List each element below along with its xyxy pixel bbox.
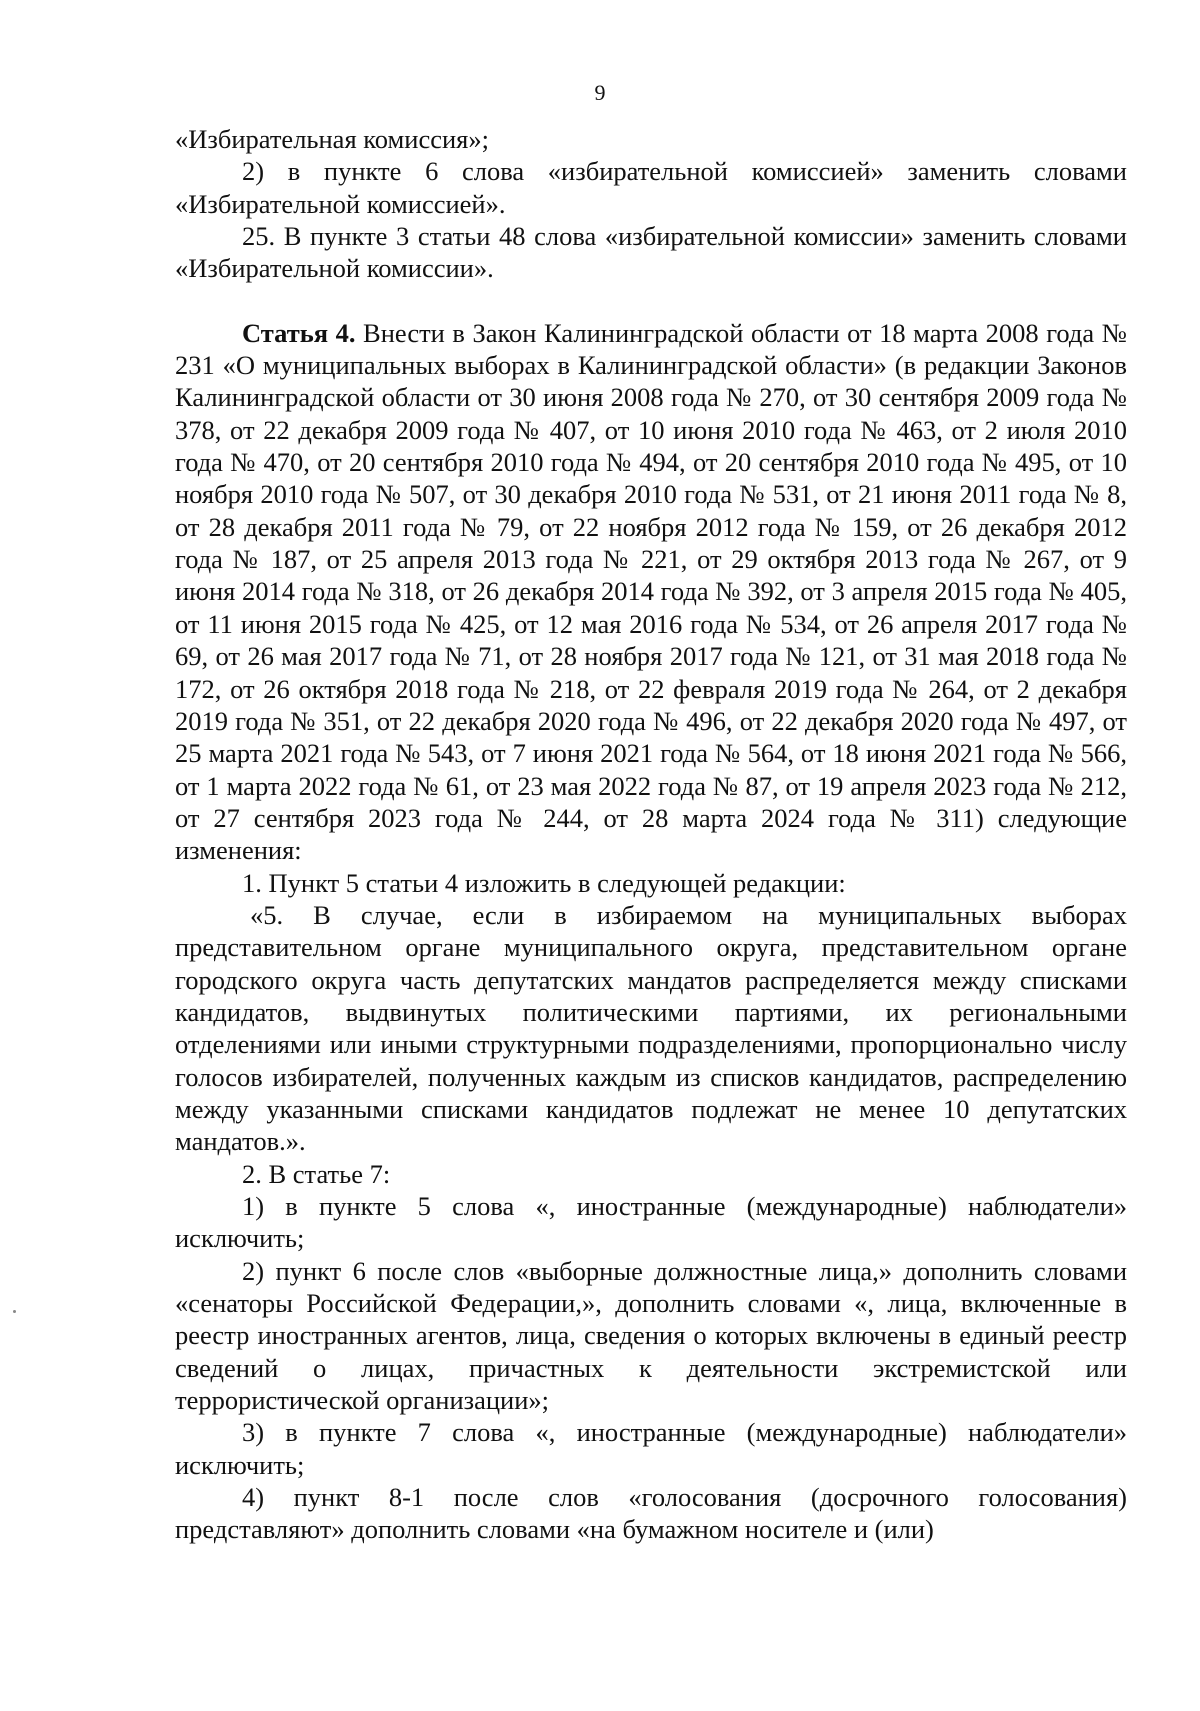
article-4-heading: Статья 4. (242, 317, 356, 348)
page-number: 9 (594, 80, 606, 105)
paragraph-subitem-4: 4) пункт 8-1 после слов «голосования (досрочного голосования) представляют» дополнить словами «на бумажном носителе и (или) (175, 1482, 1127, 1545)
paragraph-item-25: 25. В пункте 3 статьи 48 слова «избирательной комиссии» заменить словами «Избирательной комиссии». (175, 221, 1127, 284)
paragraph-continuation: «Избирательная комиссия»; (175, 124, 489, 154)
scan-speck (13, 1310, 16, 1313)
paragraph-subitem-2: 2) пункт 6 после слов «выборные должностные лица,» дополнить словами «сенаторы Российской Федерации,», дополнить словами «, лица, включенные в реестр иностранных агентов, лица, сведения о которых включены в единый реестр сведений о лицах, причастных к деятельности экстремистской или террористической организации»; (175, 1255, 1127, 1416)
paragraph-gap (175, 285, 1127, 317)
paragraph-item-2: 2) в пункте 6 слова «избирательной комиссией» заменить словами «Избирательной комиссией». (175, 156, 1127, 219)
document-text (175, 123, 1127, 1546)
paragraph-subitem-1: 1) в пункте 5 слова «, иностранные (международные) наблюдатели» исключить; (175, 1191, 1127, 1254)
article-4-paragraph (175, 317, 1127, 867)
paragraph-subitem-3: 3) в пункте 7 слова «, иностранные (международные) наблюдатели» исключить; (175, 1417, 1127, 1480)
paragraph-point-2: 2. В статье 7: (242, 1158, 391, 1189)
paragraph-point-1: 1. Пункт 5 статьи 4 изложить в следующей редакции: (242, 867, 846, 898)
paragraph-quoted-point-5: «5. В случае, если в избираемом на муниципальных выборах представительном органе муниципального округа, представительном органе городского округа часть депутатских мандатов распределяется между списками кандидатов, выдвинутых политическими партиями, их региональными отделениями или иными структурными подразделениями, пропорционально числу голосов избирателей, полученных каждым из списков кандидатов, распределению между указанными списками кандидатов подлежат не менее 10 депутатских мандатов.». (175, 899, 1127, 1157)
article-4-text: Внести в Закон Калининградской области от 18 марта 2008 года № 231 «О муниципальных выборах в Калининградской области» (в редакции Законов Калининградской области от 30 июня 2008 года № 270, от 30 сентября 2009 года № 378, от 22 декабря 2009 года № 407, от 10 июня 2010 года № 463, от 2 июля 2010 года № 470, от 20 сентября 2010 года № 494, от 20 сентября 2010 года № 495, от 10 ноября 2010 года № 507, от 30 декабря 2010 года № 531, от 21 июня 2011 года № 8, от 28 декабря 2011 года № 79, от 22 ноября 2012 года № 159, от 26 декабря 2012 года № 187, от 25 апреля 2013 года № 221, от 29 октября 2013 года № 267, от 9 июня 2014 года № 318, от 26 декабря 2014 года № 392, от 3 апреля 2015 года № 405, от 11 июня 2015 года № 425, от 12 мая 2016 года № 534, от 26 апреля 2017 года № 69, от 26 мая 2017 года № 71, от 28 ноября 2017 года № 121, от 31 мая 2018 года № 172, от 26 октября 2018 года № 218, от 22 февраля 2019 года № 264, от 2 декабря 2019 года № 351, от 22 декабря 2020 года № 496, от 22 декабря 2020 года № 497, от 25 марта 2021 года № 543, от 7 июня 2021 года № 564, от 18 июня 2021 года № 566, от 1 марта 2022 года № 61, от 23 мая 2022 года № 87, от 19 апреля 2023 года № 212, от 27 сентября 2023 года № 244, от 28 марта 2024 года № 311) следующие изменения: (175, 317, 1127, 866)
